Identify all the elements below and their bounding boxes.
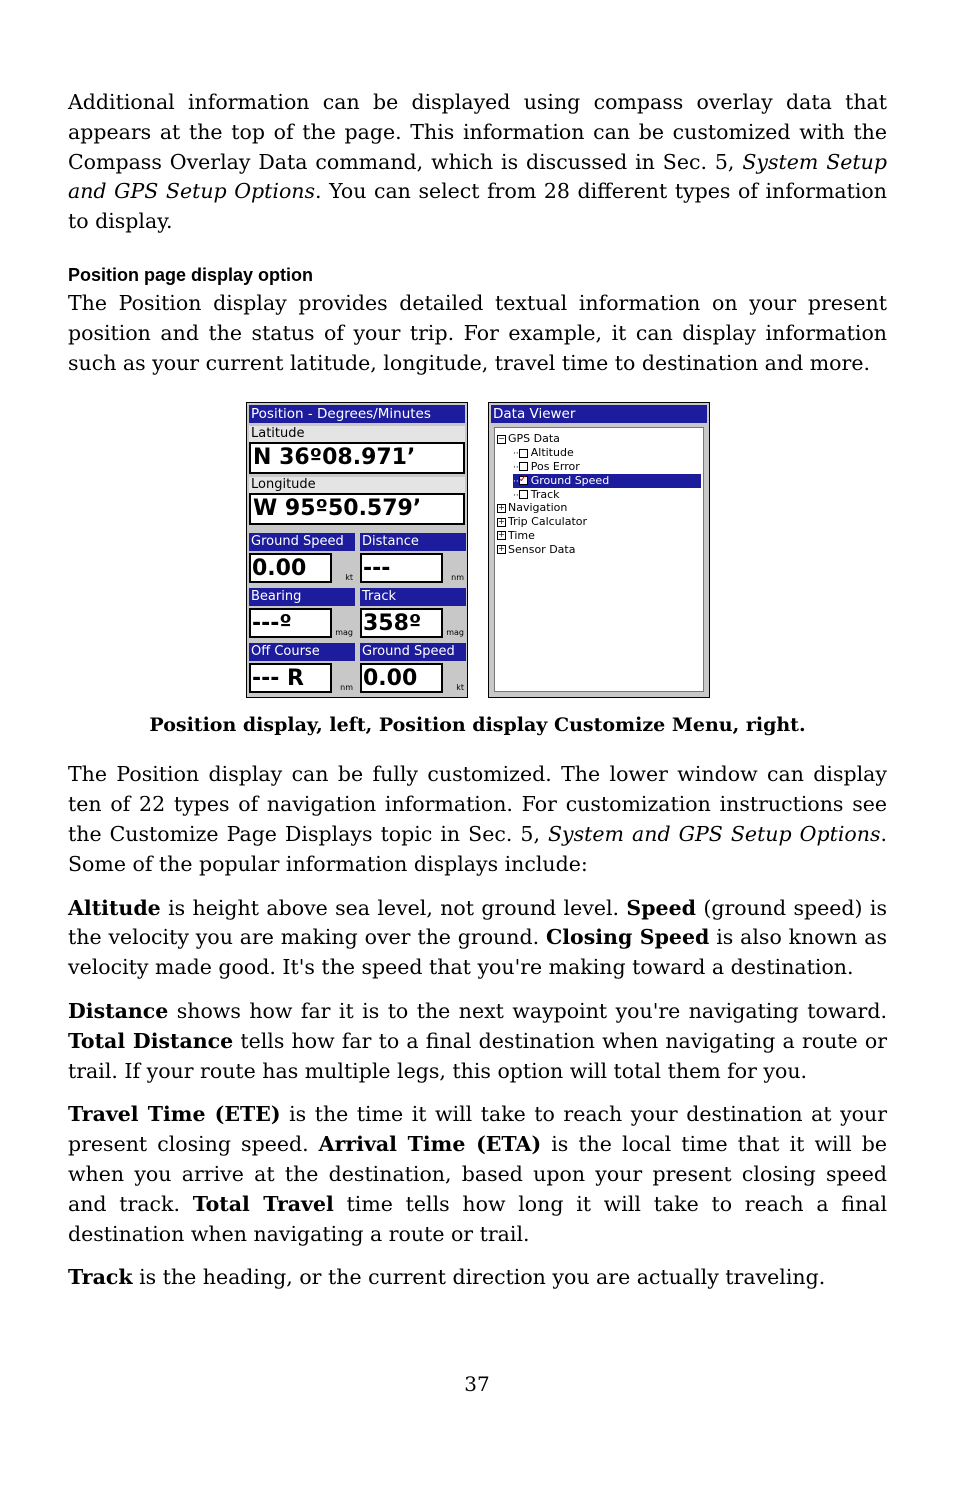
nav-cell-label: Bearing xyxy=(249,588,355,606)
term: Speed xyxy=(626,895,696,920)
position-screen xyxy=(246,402,468,698)
text: Additional information can be displayed using compass overlay data that appears at the top of the page. This information can be customized with the Compass Overlay Data command, which is discussed in Sec. 5, xyxy=(68,90,887,174)
nav-cell-value xyxy=(249,553,332,583)
tree-branch-icon: ·· xyxy=(513,462,519,473)
nav-cell xyxy=(249,643,355,693)
tree-item[interactable] xyxy=(513,474,701,488)
term: Total Distance xyxy=(68,1028,234,1053)
page-number: 37 xyxy=(464,1372,490,1396)
nav-cell-value xyxy=(360,663,443,693)
paragraph-altitude-speed xyxy=(68,894,887,983)
tree-item-label: Time xyxy=(508,528,535,542)
nav-cell-value-text: --- R xyxy=(252,666,304,692)
expand-icon[interactable]: + xyxy=(498,502,505,512)
term: Distance xyxy=(68,998,169,1023)
nav-cell-value-text: --- xyxy=(363,556,391,582)
text: . Some of the popular information displays include: xyxy=(68,821,888,876)
text: is the time it will take to reach your destination at your present closing speed. xyxy=(68,1102,887,1157)
nav-cell-value xyxy=(360,553,443,583)
paragraph-compass-overlay xyxy=(68,88,887,237)
checkbox-checked-icon[interactable] xyxy=(519,476,528,485)
paragraph-travel-time xyxy=(68,1100,887,1249)
nav-cell-unit: mag xyxy=(446,628,464,638)
latitude-value: N 36º08.971’ xyxy=(249,442,465,474)
text: time tells how long it will take to reach a final destination when navigating a route or trail. xyxy=(68,1191,887,1246)
nav-cell-value xyxy=(360,608,443,638)
text: is the heading, or the current direction you are actually traveling. xyxy=(132,1265,826,1290)
tree-item[interactable] xyxy=(513,446,701,460)
term: Arrival Time (ETA) xyxy=(318,1132,542,1157)
subheading: Position page display option xyxy=(68,264,314,285)
tree-item[interactable] xyxy=(513,488,701,502)
paragraph-position-display: The Position display provides detailed textual information on your present position and the status of your trip. For example, it can display information such as your current latitude, longitude, travel time to destination and more. xyxy=(68,290,887,375)
tree-item-label: GPS Data xyxy=(508,432,560,446)
tree-item-label: Navigation xyxy=(508,501,568,515)
nav-cell-unit: nm xyxy=(451,573,464,583)
nav-cell-value xyxy=(249,663,332,693)
checkbox-icon[interactable] xyxy=(519,462,528,471)
page-content xyxy=(68,88,887,1293)
term: Closing Speed xyxy=(545,925,710,950)
text: (ground speed) is the velocity you are making over the ground. xyxy=(68,895,887,950)
nav-cell xyxy=(360,533,466,583)
tree-item-label: Trip Calculator xyxy=(508,515,588,529)
expand-icon[interactable]: + xyxy=(498,530,505,540)
nav-cell-value-text: 358º xyxy=(363,611,422,637)
text: The Position display can be fully customized. The lower window can display ten of 22 types of navigation information. For customization instructions see the Customize Page Displays topic in Sec. 5, xyxy=(68,762,887,846)
nav-cell-unit: kt xyxy=(345,573,353,583)
nav-cell-label: Track xyxy=(360,588,466,606)
term: Altitude xyxy=(68,895,161,920)
text: . You can select from 28 different types of information to display. xyxy=(68,179,887,234)
data-viewer-title: Data Viewer xyxy=(491,405,707,423)
paragraph-track xyxy=(68,1263,887,1293)
text: tells how far to a final destination when navigating a route or trail. If your route has multiple legs, this option will total them for you. xyxy=(68,1028,887,1083)
term: Travel Time (ETE) xyxy=(68,1102,281,1127)
longitude-label: Longitude xyxy=(249,477,465,493)
expand-icon[interactable]: + xyxy=(498,516,505,526)
checkbox-icon[interactable] xyxy=(519,449,528,458)
figure-caption: Position display, left, Position display Customize Menu, right. xyxy=(149,714,806,737)
tree-item[interactable] xyxy=(497,543,701,557)
text: shows how far it is to the next waypoint you're navigating toward. xyxy=(168,998,887,1023)
term: Total Travel xyxy=(192,1191,334,1216)
tree-item[interactable] xyxy=(497,501,701,515)
collapse-icon[interactable]: − xyxy=(498,433,505,443)
nav-cell-label: Ground Speed xyxy=(249,533,355,551)
latitude-label: Latitude xyxy=(249,426,465,442)
tree-branch-icon: ·· xyxy=(513,490,519,501)
paragraph-customization xyxy=(68,760,887,879)
data-viewer-tree xyxy=(494,427,704,692)
position-title: Position - Degrees/Minutes xyxy=(249,405,465,423)
expand-icon[interactable]: + xyxy=(498,544,505,554)
tree-item-label: Track xyxy=(530,487,560,501)
nav-cell-label: Ground Speed xyxy=(360,643,466,661)
nav-cell xyxy=(249,533,355,583)
term: Track xyxy=(68,1265,133,1290)
nav-cell-unit: mag xyxy=(335,628,353,638)
tree-item[interactable] xyxy=(497,515,701,529)
tree-item-label: Sensor Data xyxy=(508,542,576,556)
nav-cell-unit: kt xyxy=(456,683,464,693)
nav-cell-value xyxy=(249,608,332,638)
tree-item[interactable] xyxy=(497,529,701,543)
paragraph-distance xyxy=(68,997,887,1086)
figure-screens xyxy=(68,402,887,702)
nav-cell-unit: nm xyxy=(340,683,353,693)
longitude-value: W 95º50.579’ xyxy=(249,493,465,525)
italic-ref: System Setup and GPS Setup Options xyxy=(68,149,887,204)
checkbox-icon[interactable] xyxy=(519,490,528,499)
tree-item-label: Altitude xyxy=(530,446,574,460)
text: is the local time that it will be when you arrive at the destination, based upon your present closing speed and track. xyxy=(68,1132,887,1216)
tree-item-label: Ground Speed xyxy=(530,473,610,487)
tree-item[interactable] xyxy=(497,432,701,446)
nav-cell xyxy=(360,643,466,693)
italic-ref: System and GPS Setup Options xyxy=(548,821,881,846)
nav-cell-value-text: 0.00 xyxy=(363,666,418,692)
nav-cell-value-text: 0.00 xyxy=(252,556,307,582)
nav-cell-label: Distance xyxy=(360,533,466,551)
tree-item-label: Pos Error xyxy=(530,459,580,473)
data-viewer-screen xyxy=(488,402,710,698)
nav-cell xyxy=(249,588,355,638)
nav-cell-value-text: ---º xyxy=(252,611,292,637)
text: is also known as velocity made good. It's the speed that you're making toward a destination. xyxy=(68,925,887,980)
nav-cell xyxy=(360,588,466,638)
nav-cell-label: Off Course xyxy=(249,643,355,661)
text: is height above sea level, not ground level. xyxy=(160,895,627,920)
tree-item[interactable] xyxy=(513,460,701,474)
tree-branch-icon: ·· xyxy=(513,449,519,460)
tree-branch-icon: ·· xyxy=(513,476,519,487)
